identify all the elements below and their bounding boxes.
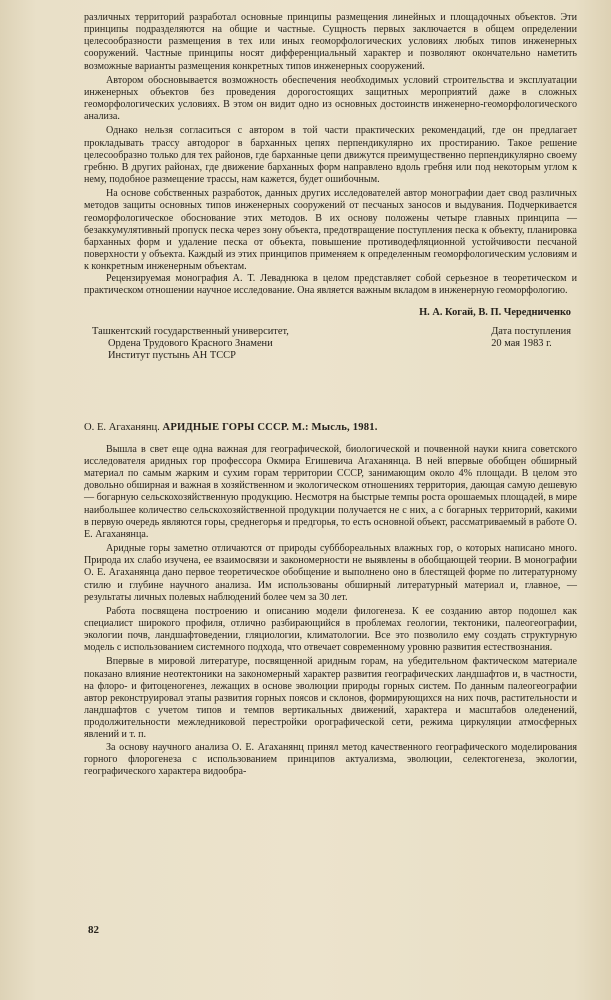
- received-date: [491, 326, 577, 363]
- review1-paragraph-3: Однако нельзя согласиться с автором в той части практических рекомендаций, где он предлагает прокладывать трассу автодорог в барханных цепях перпендикулярно их простиранию. Такое решение целесообразно только для тех районов, где барханные цепи движутся преимущественно перпендикулярно своему гребню. В других районах, где движение барханных форм направлено вдоль гребня или под некоторым углом к нему, подобное размещение трассы, нам кажется, будет ошибочным.: [84, 125, 577, 186]
- review2-paragraph-3: Работа посвящена построению и описанию модели филогенеза. К ее созданию автор подошел как специалист широкого профиля, отлично разбирающийся в проблемах геологии, тектоники, палеогеографии, экологии почв, ландшафтоведении, гляциологии, климатологии. Все это позволило ему создать структурную модель с использованием системного подхода, что отвечает современному уровню развития естествознания.: [84, 605, 577, 654]
- review1-paragraph-5: Рецензируемая монография А. Т. Леваднюка в целом представляет собой серьезное в теоретическом и практическом отношении научное исследование. Она является важным вкладом в инженерную геоморфологию.: [84, 273, 577, 297]
- review2-paragraph-4: Впервые в мировой литературе, посвященной аридным горам, на убедительном фактическом материале показано влияние неотектоники на закономерный характер развития географических ландшафтов и, в частности, на флоро- и фитоценогенез, лежащих в основе эволюции природы горных систем. По данным палеогеографии автор реконструировал этапы развития горных поясов и склонов, формирующихся на них почв, растительности и ландшафтов с учетом типов и темпов вертикальных движений, характера и масштабов оледенений, продолжительности межледниковой перестройки орографической сети, режима циркуляции атмосферных явлений и т. п.: [84, 656, 577, 741]
- affiliation: [84, 326, 289, 363]
- review-2: [84, 421, 577, 778]
- review2-title: [84, 421, 577, 434]
- review-continuation: [84, 12, 577, 363]
- affiliation-line: Институт пустынь АН ТССР: [108, 350, 236, 362]
- review1-paragraph-1: различных территорий разработал основные принципы размещения линейных и площадочных объектов. Эти принципы подразделяются на общие и частные. Сущность первых заключается в общем определении целесообразности размещения в тех или иных геоморфологических условиях любых типов инженерных сооружений. Частные принципы носят дифференциальный характер и позволяют окончательно наметить возможные варианты размещения конкретных типов инженерных сооружений.: [84, 12, 577, 72]
- review2-paragraph-2: Аридные горы заметно отличаются от природы субббореальных влажных гор, о которых написано много. Природа их слабо изучена, ее взаимосвязи и закономерности не выявлены в обобщающей теории. В монографии О. Е. Агаханянца дано первое теоретическое обобщение и выполнено оно в блестящей форме по литературному стилю и глубине научного анализа. Им использованы обширный литературный материал и, главное, — результаты личных полевых наблюдений более чем за 30 лет.: [84, 543, 577, 603]
- page-number: 82: [88, 924, 99, 936]
- review2-book: АРИДНЫЕ ГОРЫ СССР. М.: Мысль, 1981.: [162, 421, 378, 433]
- review2-author: О. Е. Агаханянц.: [84, 421, 160, 433]
- review1-signature: Н. А. Когай, В. П. Чередниченко: [419, 306, 571, 318]
- review2-paragraph-5: За основу научного анализа О. Е. Агаханянц принял метод качественного географического моделирования горного флорогенеза с использованием принципов актуализма, эволюции, селектогенеза, экологии, географического характера видообра-: [84, 741, 577, 777]
- review1-paragraph-4: На основе собственных разработок, данных других исследователей автор монографии дает свод различных методов защиты основных типов инженерных сооружений от песчаных заносов и выдувания. Подчеркивается геоморфологическое обоснование этих методов. В их основу положены четыре главных принципа — безаккумулятивный пропуск песка через зону объекта, предотвращение поступления песка к объекту, планировка барханных форм и удаление песка от объекта, повышение противодефляционной устойчивости песчаной поверхности у объекта. Каждый из этих принципов применяем к определенным геоморфологическим условиям и к конкретным инженерным объектам.: [84, 188, 577, 273]
- review1-footer: [84, 326, 577, 363]
- affiliation-line: Ташкентский государственный университет,: [92, 325, 289, 337]
- received-value: 20 мая 1983 г.: [491, 338, 552, 349]
- affiliation-line: Ордена Трудового Красного Знамени: [108, 338, 273, 349]
- received-label: Дата поступления: [491, 325, 571, 337]
- review2-paragraph-1: Вышла в свет еще одна важная для географической, биологической и почвенной науки книга советского исследователя аридных гор профессора Окмира Егишевича Агаханянца. В ней впервые обобщен обширный материал по самым жарким и сухим горам территории СССР, занимающим около 4% площади. В целом это довольно обширная и важная в хозяйственном и экологическом отношениях территория, дающая самую дешевую — богарную сельскохозяйственную продукцию. Несмотря на быстрые темпы роста орошаемых площадей, в мире наибольшее количество сельскохозяйственной продукции получается не с них, а с богарных территорий, какими в первую очередь являются горы, среднегорья и предгорья, то есть основной объект, рассматриваемый в работе О. Е. Агаханянца.: [84, 443, 577, 540]
- review1-paragraph-2: Автором обосновывается возможность обеспечения необходимых условий строительства и эксплуатации инженерных объектов без проведения дорогостоящих защитных мероприятий даже в сложных геоморфологических условиях. В этом он видит одно из основных достоинств инженерно-геоморфологического анализа.: [84, 74, 577, 123]
